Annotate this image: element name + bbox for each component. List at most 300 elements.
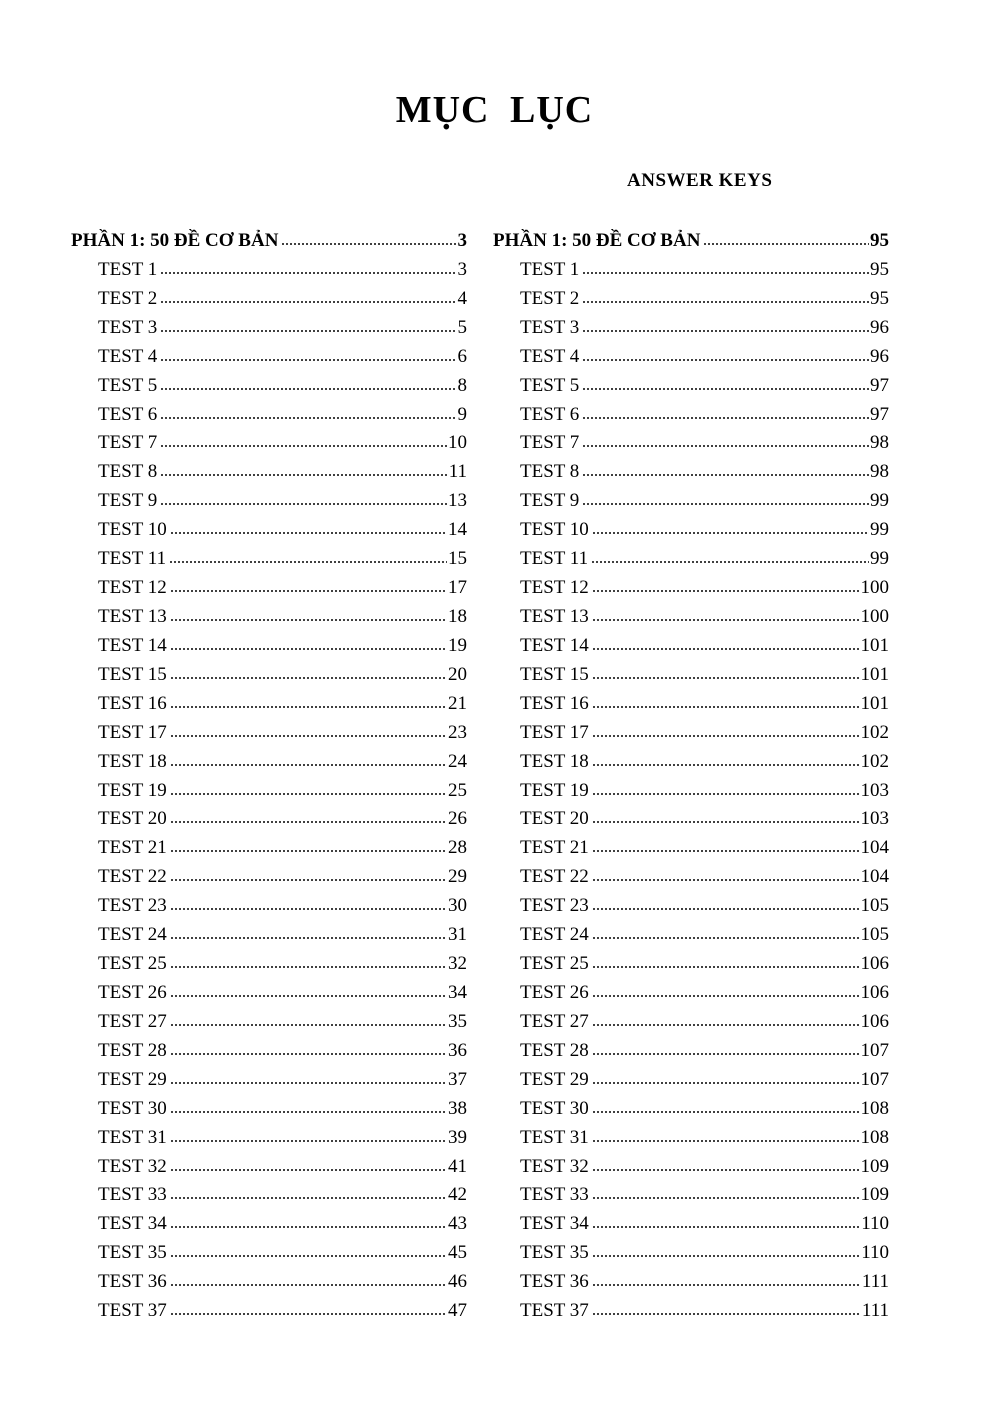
toc-entry-label: TEST 36 — [98, 1271, 167, 1293]
toc-entry-label: TEST 37 — [98, 1300, 167, 1322]
toc-page-number: 36 — [448, 1039, 467, 1061]
toc-entry[interactable] — [493, 603, 889, 632]
toc-entry-label: TEST 15 — [98, 663, 167, 685]
toc-entry-label: TEST 14 — [98, 634, 167, 656]
toc-entry-label: TEST 24 — [520, 924, 589, 946]
toc-entry[interactable] — [493, 487, 889, 516]
toc-entry-label: TEST 5 — [520, 374, 580, 396]
toc-page-number: 99 — [870, 490, 889, 512]
dot-leader — [170, 1169, 447, 1171]
dot-leader — [170, 764, 447, 766]
dot-leader — [592, 1140, 860, 1142]
toc-page-number: 111 — [861, 1300, 889, 1322]
toc-entry[interactable] — [71, 1037, 467, 1066]
toc-page-number: 107 — [860, 1068, 889, 1090]
toc-entry-label: TEST 20 — [98, 808, 167, 830]
toc-entry[interactable] — [71, 487, 467, 516]
toc-entry-label: TEST 22 — [520, 866, 589, 888]
dot-leader — [592, 1053, 860, 1055]
dot-leader — [170, 995, 447, 997]
toc-entry[interactable] — [71, 661, 467, 690]
dot-leader — [170, 1255, 447, 1257]
dot-leader — [160, 388, 456, 390]
toc-entry[interactable] — [493, 1210, 889, 1239]
dot-leader — [170, 1226, 447, 1228]
dot-leader — [703, 243, 869, 245]
toc-entry-label: TEST 31 — [520, 1126, 589, 1148]
toc-page-number: 45 — [448, 1242, 467, 1264]
toc-page-number: 31 — [448, 924, 467, 946]
toc-entry-label: TEST 26 — [520, 981, 589, 1003]
dot-leader — [582, 301, 869, 303]
toc-page-number: 97 — [870, 374, 889, 396]
dot-leader — [170, 648, 447, 650]
toc-page-number: 102 — [860, 721, 889, 743]
toc-entry[interactable] — [71, 979, 467, 1008]
toc-page-number: 96 — [870, 316, 889, 338]
dot-leader — [592, 619, 860, 621]
toc-entry-label: TEST 30 — [520, 1097, 589, 1119]
toc-page-number: 102 — [860, 750, 889, 772]
toc-entry-label: TEST 1 — [520, 258, 580, 280]
toc-page-number: 24 — [448, 750, 467, 772]
dot-leader — [592, 648, 860, 650]
toc-entry[interactable] — [71, 1008, 467, 1037]
toc-page-number: 110 — [861, 1213, 889, 1235]
dot-leader — [160, 359, 456, 361]
toc-entry-label: TEST 21 — [520, 837, 589, 859]
toc-page-number: 8 — [457, 374, 467, 396]
toc-page-number: 97 — [870, 403, 889, 425]
toc-entry-label: TEST 22 — [98, 866, 167, 888]
toc-entry[interactable] — [493, 372, 889, 401]
toc-entry[interactable] — [493, 1239, 889, 1268]
toc-entry[interactable] — [493, 979, 889, 1008]
dot-leader — [169, 561, 447, 563]
toc-entry-label: TEST 2 — [520, 287, 580, 309]
toc-section-heading[interactable] — [493, 227, 889, 256]
dot-leader — [160, 503, 447, 505]
toc-entry[interactable] — [71, 921, 467, 950]
toc-page-number: 95 — [870, 258, 889, 280]
toc-entry-label: TEST 37 — [520, 1300, 589, 1322]
toc-page-number: 95 — [870, 287, 889, 309]
toc-entry[interactable] — [71, 314, 467, 343]
toc-entry-label: TEST 4 — [98, 345, 158, 367]
toc-entry[interactable] — [71, 1239, 467, 1268]
dot-leader — [170, 706, 447, 708]
dot-leader — [591, 561, 869, 563]
toc-page-number: 13 — [448, 490, 467, 512]
toc-entry[interactable] — [493, 805, 889, 834]
dot-leader — [592, 966, 860, 968]
toc-page-number: 104 — [860, 866, 889, 888]
toc-entry[interactable] — [493, 921, 889, 950]
toc-page-number: 106 — [860, 953, 889, 975]
toc-page-number: 107 — [860, 1039, 889, 1061]
toc-page-number: 103 — [860, 779, 889, 801]
toc-page-number: 26 — [448, 808, 467, 830]
toc-page-number: 21 — [448, 692, 467, 714]
toc-section-heading[interactable] — [71, 227, 467, 256]
dot-leader — [592, 850, 860, 852]
toc-page-number: 46 — [448, 1271, 467, 1293]
toc-page-number: 105 — [860, 924, 889, 946]
toc-entry-label: TEST 20 — [520, 808, 589, 830]
dot-leader — [592, 995, 860, 997]
toc-entry-label: TEST 27 — [98, 1010, 167, 1032]
toc-entry[interactable] — [71, 719, 467, 748]
toc-column-tests — [71, 227, 467, 1326]
dot-leader — [592, 735, 860, 737]
dot-leader — [582, 503, 869, 505]
toc-page-number: 4 — [457, 287, 467, 309]
toc-entry[interactable] — [493, 892, 889, 921]
toc-entry-label: TEST 23 — [98, 895, 167, 917]
toc-page-number: 14 — [448, 519, 467, 541]
toc-entry[interactable] — [71, 632, 467, 661]
toc-entry-label: TEST 16 — [520, 692, 589, 714]
toc-page-number: 23 — [448, 721, 467, 743]
toc-entry[interactable] — [71, 1268, 467, 1297]
dot-leader — [170, 735, 447, 737]
toc-page-number: 47 — [448, 1300, 467, 1322]
toc-entry-label: TEST 9 — [520, 490, 580, 512]
dot-leader — [170, 619, 447, 621]
dot-leader — [592, 764, 860, 766]
toc-page-number: 105 — [860, 895, 889, 917]
toc-page-number: 109 — [860, 1184, 889, 1206]
page-title: MỤC LỤC — [395, 89, 594, 131]
toc-entry[interactable] — [71, 863, 467, 892]
dot-leader — [592, 1226, 860, 1228]
toc-entry[interactable] — [71, 603, 467, 632]
toc-entry-label: TEST 11 — [98, 548, 167, 570]
toc-entry-label: TEST 17 — [520, 721, 589, 743]
toc-entry-label: TEST 19 — [98, 779, 167, 801]
toc-page-number: 25 — [448, 779, 467, 801]
dot-leader — [592, 1111, 860, 1113]
toc-entry[interactable] — [71, 1066, 467, 1095]
toc-entry-label: TEST 33 — [520, 1184, 589, 1206]
toc-entry-label: TEST 29 — [520, 1068, 589, 1090]
toc-page-number: 100 — [860, 577, 889, 599]
dot-leader — [170, 1313, 447, 1315]
toc-page-number: 15 — [448, 548, 467, 570]
dot-leader — [170, 1111, 447, 1113]
toc-page-number: 18 — [448, 605, 467, 627]
toc-entry[interactable] — [493, 1008, 889, 1037]
toc-entry-label: TEST 27 — [520, 1010, 589, 1032]
toc-entry-label: TEST 1 — [98, 258, 158, 280]
toc-entry-label: TEST 10 — [520, 519, 589, 541]
dot-leader — [582, 272, 869, 274]
toc-entry-label: TEST 32 — [520, 1155, 589, 1177]
dot-leader — [582, 359, 869, 361]
toc-entry-label: TEST 12 — [98, 577, 167, 599]
toc-entry-label: TEST 17 — [98, 721, 167, 743]
dot-leader — [170, 677, 447, 679]
dot-leader — [592, 879, 860, 881]
toc-entry-label: TEST 19 — [520, 779, 589, 801]
toc-page-number: 9 — [457, 403, 467, 425]
toc-entry-label: TEST 3 — [520, 316, 580, 338]
toc-entry-label: TEST 18 — [98, 750, 167, 772]
toc-entry-label: TEST 30 — [98, 1097, 167, 1119]
dot-leader — [170, 879, 447, 881]
toc-page-number: 28 — [448, 837, 467, 859]
toc-entry[interactable] — [493, 690, 889, 719]
toc-page-number: 3 — [457, 258, 467, 280]
toc-page-number: 99 — [870, 519, 889, 541]
toc-page-number: 100 — [860, 605, 889, 627]
dot-leader — [592, 1197, 860, 1199]
toc-entry[interactable] — [493, 256, 889, 285]
toc-entry-label: TEST 23 — [520, 895, 589, 917]
toc-entry-label: TEST 11 — [520, 548, 589, 570]
toc-entry-label: TEST 34 — [520, 1213, 589, 1235]
toc-entry[interactable] — [493, 343, 889, 372]
toc-page-number: 39 — [448, 1126, 467, 1148]
toc-page-number: 37 — [448, 1068, 467, 1090]
toc-entry[interactable] — [71, 343, 467, 372]
toc-entry-label: TEST 13 — [98, 605, 167, 627]
toc-entry[interactable] — [493, 314, 889, 343]
toc-entry-label: TEST 7 — [98, 432, 158, 454]
dot-leader — [160, 474, 447, 476]
toc-entry-label: TEST 21 — [98, 837, 167, 859]
toc-entry[interactable] — [493, 1066, 889, 1095]
toc-page-number: 108 — [860, 1097, 889, 1119]
dot-leader — [160, 445, 447, 447]
toc-page-number: 5 — [457, 316, 467, 338]
toc-entry[interactable] — [71, 285, 467, 314]
dot-leader — [170, 908, 447, 910]
dot-leader — [160, 301, 456, 303]
toc-entry-label: TEST 15 — [520, 663, 589, 685]
toc-page-number: 101 — [860, 692, 889, 714]
dot-leader — [170, 1140, 447, 1142]
toc-entry[interactable] — [493, 1181, 889, 1210]
toc-page-number: 43 — [448, 1213, 467, 1235]
toc-entry-label: TEST 26 — [98, 981, 167, 1003]
toc-entry[interactable] — [71, 429, 467, 458]
toc-page-number: 103 — [860, 808, 889, 830]
toc-entry-label: TEST 8 — [520, 461, 580, 483]
toc-entry[interactable] — [493, 748, 889, 777]
toc-entry-label: TEST 29 — [98, 1068, 167, 1090]
toc-entry[interactable] — [493, 1124, 889, 1153]
toc-entry[interactable] — [493, 863, 889, 892]
toc-page-number: 96 — [870, 345, 889, 367]
toc-entry[interactable] — [71, 256, 467, 285]
toc-entry-label: TEST 2 — [98, 287, 158, 309]
toc-entry-label: TEST 28 — [520, 1039, 589, 1061]
dot-leader — [170, 850, 447, 852]
dot-leader — [170, 966, 447, 968]
toc-entry[interactable] — [493, 1153, 889, 1182]
dot-leader — [582, 388, 869, 390]
toc-page-number: 30 — [448, 895, 467, 917]
toc-page-number: 10 — [448, 432, 467, 454]
dot-leader — [170, 1197, 447, 1199]
toc-page-number: 6 — [457, 345, 467, 367]
dot-leader — [582, 445, 869, 447]
toc-entry[interactable] — [71, 458, 467, 487]
toc-entry-label: TEST 6 — [520, 403, 580, 425]
dot-leader — [592, 793, 860, 795]
dot-leader — [592, 1313, 861, 1315]
dot-leader — [592, 1024, 860, 1026]
dot-leader — [592, 908, 860, 910]
dot-leader — [592, 677, 860, 679]
toc-entry-label: TEST 36 — [520, 1271, 589, 1293]
dot-leader — [170, 1082, 447, 1084]
toc-page-number: 99 — [870, 548, 889, 570]
dot-leader — [160, 330, 456, 332]
toc-entry-label: TEST 5 — [98, 374, 158, 396]
toc-page-number: 20 — [448, 663, 467, 685]
dot-leader — [592, 1255, 860, 1257]
toc-entry-label: TEST 25 — [98, 953, 167, 975]
toc-entry-label: PHẦN 1: 50 ĐỀ CƠ BẢN — [493, 230, 701, 251]
toc-entry[interactable] — [71, 892, 467, 921]
toc-page-number: 32 — [448, 953, 467, 975]
toc-entry-label: TEST 35 — [98, 1242, 167, 1264]
toc-entry[interactable] — [493, 285, 889, 314]
toc-entry[interactable] — [71, 1124, 467, 1153]
toc-entry[interactable] — [71, 516, 467, 545]
toc-entry[interactable] — [493, 1297, 889, 1326]
dot-leader — [592, 821, 860, 823]
dot-leader — [582, 330, 869, 332]
toc-page-number: 110 — [861, 1242, 889, 1264]
toc-entry[interactable] — [71, 372, 467, 401]
toc-entry[interactable] — [493, 632, 889, 661]
toc-entry-label: TEST 33 — [98, 1184, 167, 1206]
toc-page-number: 11 — [448, 461, 467, 483]
toc-page-number: 19 — [448, 634, 467, 656]
toc-entry[interactable] — [493, 719, 889, 748]
dot-leader — [170, 937, 447, 939]
toc-entry[interactable] — [493, 1095, 889, 1124]
toc-entry[interactable] — [71, 1153, 467, 1182]
toc-page-number: 98 — [870, 461, 889, 483]
dot-leader — [170, 821, 447, 823]
dot-leader — [160, 272, 456, 274]
toc-entry[interactable] — [493, 401, 889, 430]
answer-keys-heading: ANSWER KEYS — [627, 170, 773, 191]
toc-entry-label: TEST 32 — [98, 1155, 167, 1177]
toc-entry-label: TEST 4 — [520, 345, 580, 367]
toc-page-number: 3 — [457, 230, 467, 251]
toc-entry[interactable] — [71, 545, 467, 574]
toc-page-number: 108 — [860, 1126, 889, 1148]
toc-page-number: 101 — [860, 634, 889, 656]
toc-page-number: 17 — [448, 577, 467, 599]
toc-page-number: 29 — [448, 866, 467, 888]
toc-column-answer-keys — [493, 227, 889, 1326]
toc-entry[interactable] — [493, 458, 889, 487]
toc-entry-label: TEST 34 — [98, 1213, 167, 1235]
toc-entry[interactable] — [71, 1095, 467, 1124]
dot-leader — [170, 590, 447, 592]
toc-page-number: 101 — [860, 663, 889, 685]
toc-entry[interactable] — [71, 777, 467, 806]
toc-entry-label: TEST 3 — [98, 316, 158, 338]
toc-entry[interactable] — [71, 401, 467, 430]
toc-entry-label: TEST 14 — [520, 634, 589, 656]
toc-entry[interactable] — [71, 950, 467, 979]
dot-leader — [170, 793, 447, 795]
toc-page-number: 106 — [860, 981, 889, 1003]
toc-entry-label: TEST 25 — [520, 953, 589, 975]
toc-page-number: 41 — [448, 1155, 467, 1177]
toc-page-number: 106 — [860, 1010, 889, 1032]
toc-entry[interactable] — [493, 661, 889, 690]
toc-entry[interactable] — [71, 690, 467, 719]
toc-entry-label: TEST 16 — [98, 692, 167, 714]
toc-page-number: 35 — [448, 1010, 467, 1032]
toc-entry-label: TEST 10 — [98, 519, 167, 541]
toc-entry-label: TEST 9 — [98, 490, 158, 512]
toc-entry[interactable] — [493, 777, 889, 806]
toc-entry[interactable] — [71, 1181, 467, 1210]
dot-leader — [592, 532, 869, 534]
dot-leader — [592, 1284, 861, 1286]
toc-entry[interactable] — [493, 516, 889, 545]
dot-leader — [170, 1024, 447, 1026]
dot-leader — [170, 532, 447, 534]
toc-page-number: 95 — [870, 230, 889, 251]
toc-entry[interactable] — [71, 574, 467, 603]
toc-entry[interactable] — [71, 748, 467, 777]
toc-entry[interactable] — [493, 1037, 889, 1066]
toc-entry[interactable] — [71, 805, 467, 834]
dot-leader — [582, 417, 869, 419]
toc-entry[interactable] — [493, 1268, 889, 1297]
toc-entry[interactable] — [493, 950, 889, 979]
toc-entry-label: TEST 24 — [98, 924, 167, 946]
dot-leader — [281, 243, 456, 245]
dot-leader — [170, 1284, 447, 1286]
toc-page-number: 42 — [448, 1184, 467, 1206]
toc-page-number: 111 — [861, 1271, 889, 1293]
toc-entry[interactable] — [71, 1297, 467, 1326]
toc-entry-label: TEST 8 — [98, 461, 158, 483]
dot-leader — [170, 1053, 447, 1055]
toc-entry-label: TEST 12 — [520, 577, 589, 599]
toc-entry[interactable] — [493, 545, 889, 574]
toc-entry[interactable] — [493, 429, 889, 458]
toc-entry[interactable] — [493, 574, 889, 603]
toc-entry-label: TEST 13 — [520, 605, 589, 627]
toc-entry[interactable] — [71, 834, 467, 863]
toc-page-number: 109 — [860, 1155, 889, 1177]
dot-leader — [582, 474, 869, 476]
toc-page-number: 34 — [448, 981, 467, 1003]
dot-leader — [592, 590, 860, 592]
toc-entry[interactable] — [493, 834, 889, 863]
dot-leader — [592, 706, 860, 708]
toc-entry-label: TEST 18 — [520, 750, 589, 772]
toc-entry-label: TEST 28 — [98, 1039, 167, 1061]
toc-entry[interactable] — [71, 1210, 467, 1239]
toc-page-number: 104 — [860, 837, 889, 859]
toc-entry-label: PHẦN 1: 50 ĐỀ CƠ BẢN — [71, 230, 279, 251]
dot-leader — [592, 1169, 860, 1171]
toc-entry-label: TEST 7 — [520, 432, 580, 454]
